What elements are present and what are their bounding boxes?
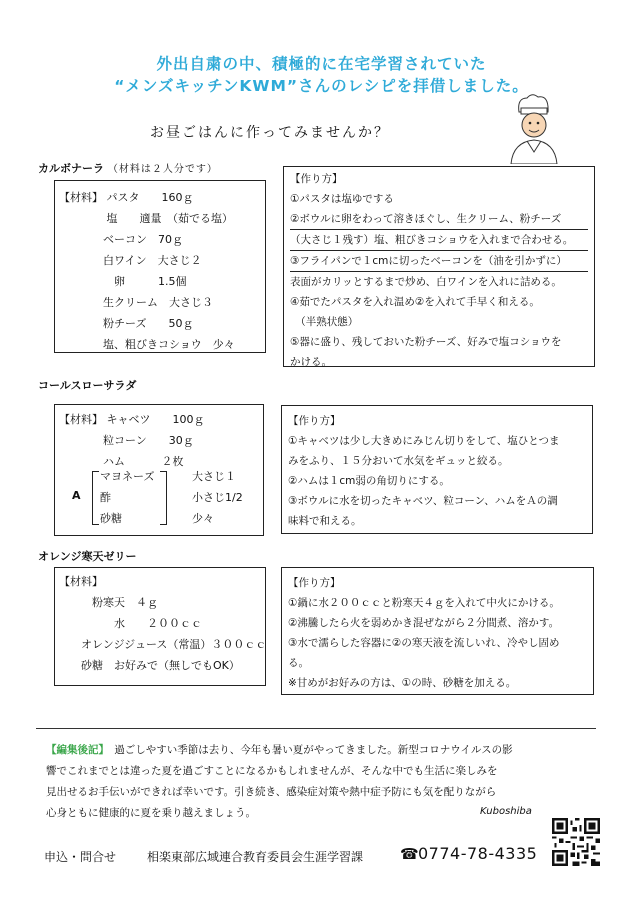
postscript-line: 過ごしやすい季節は去り、今年も暑い夏がやってきました。新型コロナウイルスの影 bbox=[103, 744, 513, 756]
ingredient-line: 卵 1.5個 bbox=[59, 275, 187, 288]
divider bbox=[36, 728, 596, 729]
phone-icon: ☎ bbox=[400, 845, 419, 863]
method-step: ④茹でたパスタを入れ温め②を入れて手早く和える。 bbox=[290, 296, 540, 308]
phone-number[interactable]: 0774-78-4335 bbox=[418, 844, 538, 863]
section-title-coleslaw: コールスローサラダ bbox=[38, 379, 137, 392]
method-title: 【作り方】 bbox=[288, 577, 341, 589]
method-step: ①キャベツは少し大きめにみじん切りをして、塩ひとつま bbox=[288, 435, 560, 447]
header-line-2: “メンズキッチンKWM”さんのレシピを拝借しました。 bbox=[114, 77, 529, 95]
office-name: 相楽東部広域連合教育委員会生涯学習課 bbox=[147, 850, 364, 864]
method-step: ※甘めがお好みの方は、①の時、砂糖を加える。 bbox=[288, 677, 517, 689]
method-title: 【作り方】 bbox=[288, 415, 341, 427]
method-step: る。 bbox=[288, 657, 309, 669]
method-step: ③フライパンで１cmに切ったベーコンを（油を引かずに） bbox=[290, 251, 588, 272]
method-step: ③ボウルに水を切ったキャベツ、粒コーン、ハムをＡの調 bbox=[288, 495, 558, 507]
postscript-author: Kuboshiba bbox=[480, 806, 532, 817]
ingredient-line: 【材料】 キャベツ 100ｇ bbox=[59, 413, 205, 426]
ingredient-line: 粉寒天 ４ｇ bbox=[59, 596, 158, 609]
ingredient-line: オレンジジュース（常温）３００ｃｃ bbox=[59, 638, 267, 651]
method-step: ①パスタは塩ゆでする bbox=[290, 193, 394, 205]
postscript-line: 響でこれまでとは違った夏を過ごすことになるかもしれませんが、そんな中でも生活に楽しみを bbox=[46, 765, 498, 777]
seasoning-group-label: A bbox=[72, 489, 81, 502]
ingredient-line: 【材料】 bbox=[59, 575, 103, 588]
jelly-ingredients-box bbox=[54, 567, 266, 686]
method-title: 【作り方】 bbox=[290, 173, 343, 185]
page-subtitle: お昼ごはんに作ってみませんか？ bbox=[150, 125, 390, 141]
ingredient-line: 塩 適量 （茹でる塩） bbox=[59, 212, 233, 225]
method-step: ⑤器に盛り、残しておいた粉チーズ、好みで塩コショウを bbox=[290, 336, 562, 348]
seasoning-amounts: 大さじ１ 小さじ1/2 少々 bbox=[192, 470, 243, 525]
method-step: 表面がカリッとするまで炒め、白ワインを入れに詰める。 bbox=[290, 276, 562, 288]
method-step: ②沸騰したら火を弱めかき混ぜながら２分間煮、溶かす。 bbox=[288, 617, 560, 629]
seasoning-items: マヨネーズ 酢 砂糖 bbox=[100, 470, 155, 525]
method-step: ②ハムは１cm弱の角切りにする。 bbox=[288, 475, 450, 487]
method-step: みをふり、１５分おいて水気をギュッと絞る。 bbox=[288, 455, 509, 467]
ingredient-line: 粉チーズ 50ｇ bbox=[59, 317, 194, 330]
ingredient-line: 砂糖 お好みで（無しでもOK） bbox=[59, 659, 240, 672]
carbonara-ingredients-box bbox=[54, 180, 266, 353]
ingredient-line: 水 ２００ｃｃ bbox=[59, 617, 202, 630]
section-title-jelly: オレンジ寒天ゼリー bbox=[38, 550, 137, 563]
postscript bbox=[46, 740, 513, 824]
ingredient-line: 粒コーン 30ｇ bbox=[59, 434, 194, 447]
method-step: （大さじ１残す）塩、粗びきコショウを入れまで合わせる。 bbox=[290, 230, 588, 251]
jelly-method-box bbox=[281, 567, 594, 695]
ingredient-line: 【材料】 パスタ 160ｇ bbox=[59, 191, 194, 204]
method-step: ②ボウルに卵をわって溶きほぐし、生クリーム、粉チーズ bbox=[290, 209, 588, 230]
qr-code-icon bbox=[552, 818, 600, 866]
method-step: （半熟状態） bbox=[290, 316, 359, 328]
ingredient-line: 塩、粗びきコショウ 少々 bbox=[59, 338, 235, 351]
header-line-1: 外出自粛の中、積極的に在宅学習されていた bbox=[156, 55, 487, 73]
section-title-carbonara: カルボナーラ （材料は２人分です） bbox=[38, 162, 218, 175]
method-step: ③水で濡らした容器に②の寒天液を流しいれ、冷やし固め bbox=[288, 637, 560, 649]
bracket-right bbox=[160, 471, 167, 525]
ingredient-line: 白ワイン 大さじ２ bbox=[59, 254, 202, 267]
postscript-line: 見出せるお手伝いができれば幸いです。引き続き、感染症対策や熱中症予防にも気を配りながら bbox=[46, 786, 497, 798]
postscript-line: 心身ともに健康的に夏を乗り越えましょう。 bbox=[46, 807, 256, 819]
ingredient-line: ベーコン 70ｇ bbox=[59, 233, 183, 246]
postscript-tag: 【編集後記】 bbox=[46, 744, 104, 756]
chef-illustration-icon bbox=[505, 92, 563, 164]
bracket-left bbox=[92, 471, 99, 525]
ingredient-line: ハム ２枚 bbox=[59, 455, 184, 468]
ingredient-line: 生クリーム 大さじ３ bbox=[59, 296, 213, 309]
carbonara-method-box bbox=[283, 166, 595, 367]
servings-note: （材料は２人分です） bbox=[107, 164, 218, 175]
method-step: ①鍋に水２００ｃｃと粉寒天４ｇを入れて中火にかける。 bbox=[288, 597, 560, 609]
method-step: 味料で和える。 bbox=[288, 515, 362, 527]
method-step: かける。 bbox=[290, 356, 332, 368]
contact-label: 申込・問合せ bbox=[44, 850, 117, 864]
coleslaw-method-box bbox=[281, 405, 593, 534]
